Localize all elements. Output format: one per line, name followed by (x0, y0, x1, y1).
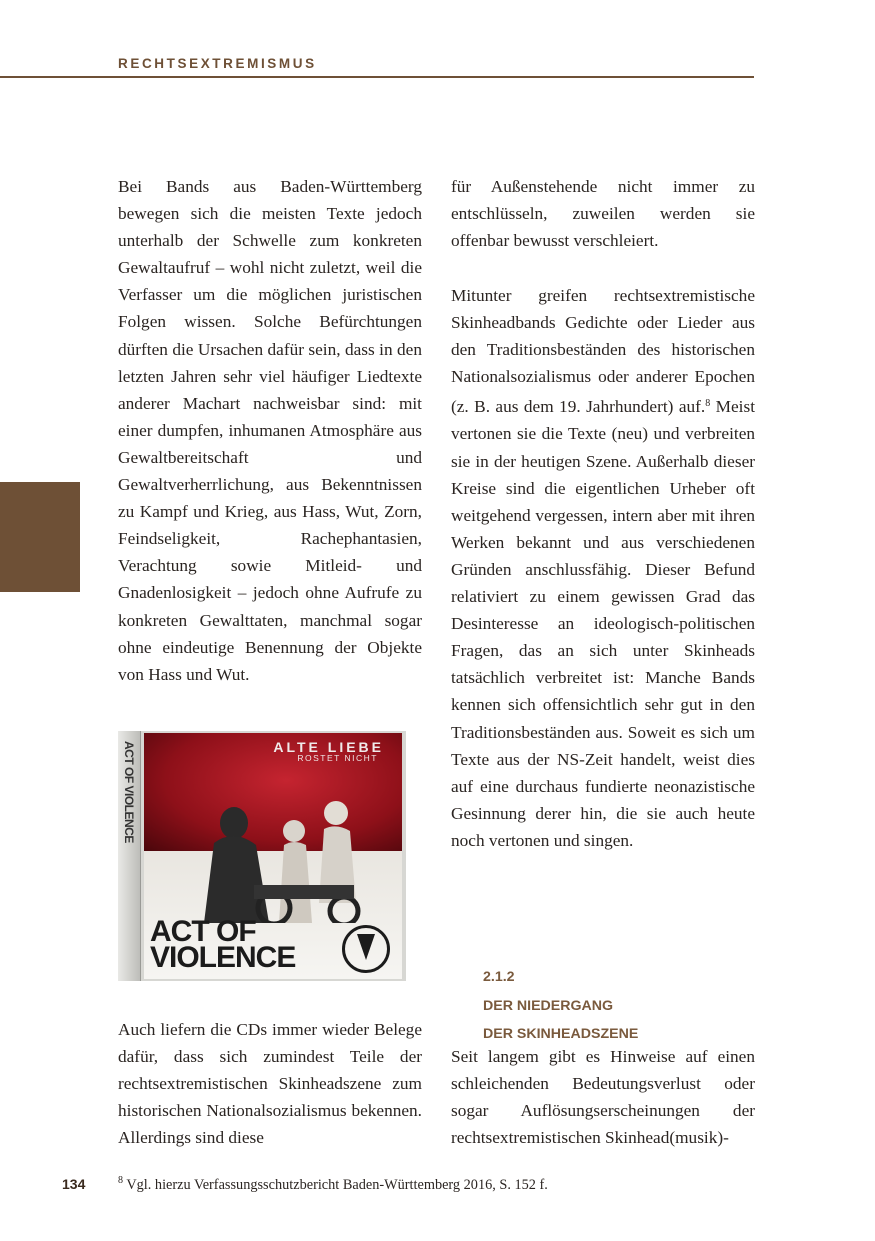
paragraph-text: Seit langem gibt es Hinweise auf einen schleichenden Bedeutungsverlust oder sogar Auflösungserscheinungen der rechtsextremistischen Skinhead(musik)- (451, 1047, 755, 1148)
footnote-number: 8 (118, 1175, 123, 1186)
cd-band-line-2: VIOLENCE (150, 941, 296, 974)
right-column-paragraph-2 (451, 282, 755, 854)
cd-cover-image (118, 731, 406, 981)
right-column-paragraph-1 (451, 173, 755, 254)
paragraph-text-part-2: Meist vertonen sie die Texte (neu) und verbreiten sie in der heutigen Szene. Außerhalb dieser Kreise sind die eigentlichen Urheber oft weitgehend vergessen, intern aber mit ihren Werken bekannt und aus verschiedenen Gründen anschlussfähig. Dieser Befund relativiert zu einem gewissen Grad das Desinteresse an ideologisch-politischen Fragen, das an sich unter Skinheads tatsächlich verbreitet ist: Manche Bands kennen sich offensichtlich sehr gut in den Traditionsbeständen aus. Soweit es sich um Texte aus der NS-Zeit handelt, weist dies auf eine durchaus fundierte neonazistische Gesinnung derer hin, die sie auch heute noch vertonen und singen. (451, 397, 756, 850)
cd-photo-figures (174, 773, 374, 923)
left-column-paragraph-1 (118, 173, 422, 688)
paragraph-text-part-1: Mitunter greifen rechtsextremistische Skinheadbands Gedichte oder Lieder aus den Traditionsbeständen des historischen Nationalsozialismus oder anderer Epochen (z. B. aus dem 19. Jahrhundert) auf. (451, 286, 755, 417)
section-title-line-1: DER NIEDERGANG (483, 997, 614, 1014)
page-number: 134 (62, 1176, 86, 1192)
section-number: 2.1.2 (483, 969, 515, 985)
footnote-reference[interactable]: 8 (705, 398, 711, 410)
paragraph-text: Auch liefern die CDs immer wieder Belege dafür, dass sich zumindest Teile der rechtsextremistischen Skinheadszene zum historischen Nationalsozialismus bekennen. Allerdings sind diese (118, 1020, 422, 1148)
footnote (118, 1175, 548, 1194)
chapter-side-tab (0, 482, 80, 592)
cd-band-name (150, 915, 296, 974)
right-column-paragraph-3 (451, 1043, 755, 1151)
cd-album-subtitle: ROSTET NICHT (297, 753, 378, 763)
header-rule (0, 76, 754, 78)
cd-front (144, 733, 402, 979)
running-header: RECHTSEXTREMISMUS (118, 56, 317, 71)
left-column-paragraph-2 (118, 1016, 422, 1151)
section-title-line-2: DER SKINHEADSZENE (483, 1026, 639, 1042)
footnote-text: Vgl. hierzu Verfassungsschutzbericht Baden-Württemberg 2016, S. 152 f. (126, 1177, 548, 1193)
cd-spine-text: ACT OF VIOLENCE (122, 741, 136, 843)
paragraph-text: für Außenstehende nicht immer zu entschlüsseln, zuweilen werden sie offenbar bewusst verschleiert. (451, 177, 755, 251)
cd-band-logo-icon (342, 925, 390, 973)
cd-band-line-1: ACT OF (150, 915, 256, 948)
cd-spine (118, 731, 141, 981)
paragraph-text (451, 282, 755, 854)
cd-album-title: ALTE LIEBE (273, 739, 384, 755)
paragraph-text: Bei Bands aus Baden-Württemberg bewegen sich die meisten Texte jedoch unterhalb der Schwelle zum konkreten Gewaltaufruf – wohl nicht zuletzt, weil die Verfasser um die möglichen juristischen Folgen wissen. Solche Befürchtungen dürften die Ursachen dafür sein, dass in den letzten Jahren sehr viel häufiger Liedtexte anderer Machart nachweisbar sind: mit einer dumpfen, inhumanen Atmosphäre aus Gewaltbereitschaft und Gewaltverherrlichung, aus Bekenntnissen zu Kampf und Krieg, aus Hass, Wut, Zorn, Feindseligkeit, Rachephantasien, Verachtung sowie Mitleid- und Gnadenlosigkeit – jedoch ohne Aufrufe zu konkreten Gewalttaten, manchmal sogar ohne eindeutige Benennung der Objekte von Hass und Wut. (118, 177, 422, 684)
section-heading (483, 963, 638, 1049)
